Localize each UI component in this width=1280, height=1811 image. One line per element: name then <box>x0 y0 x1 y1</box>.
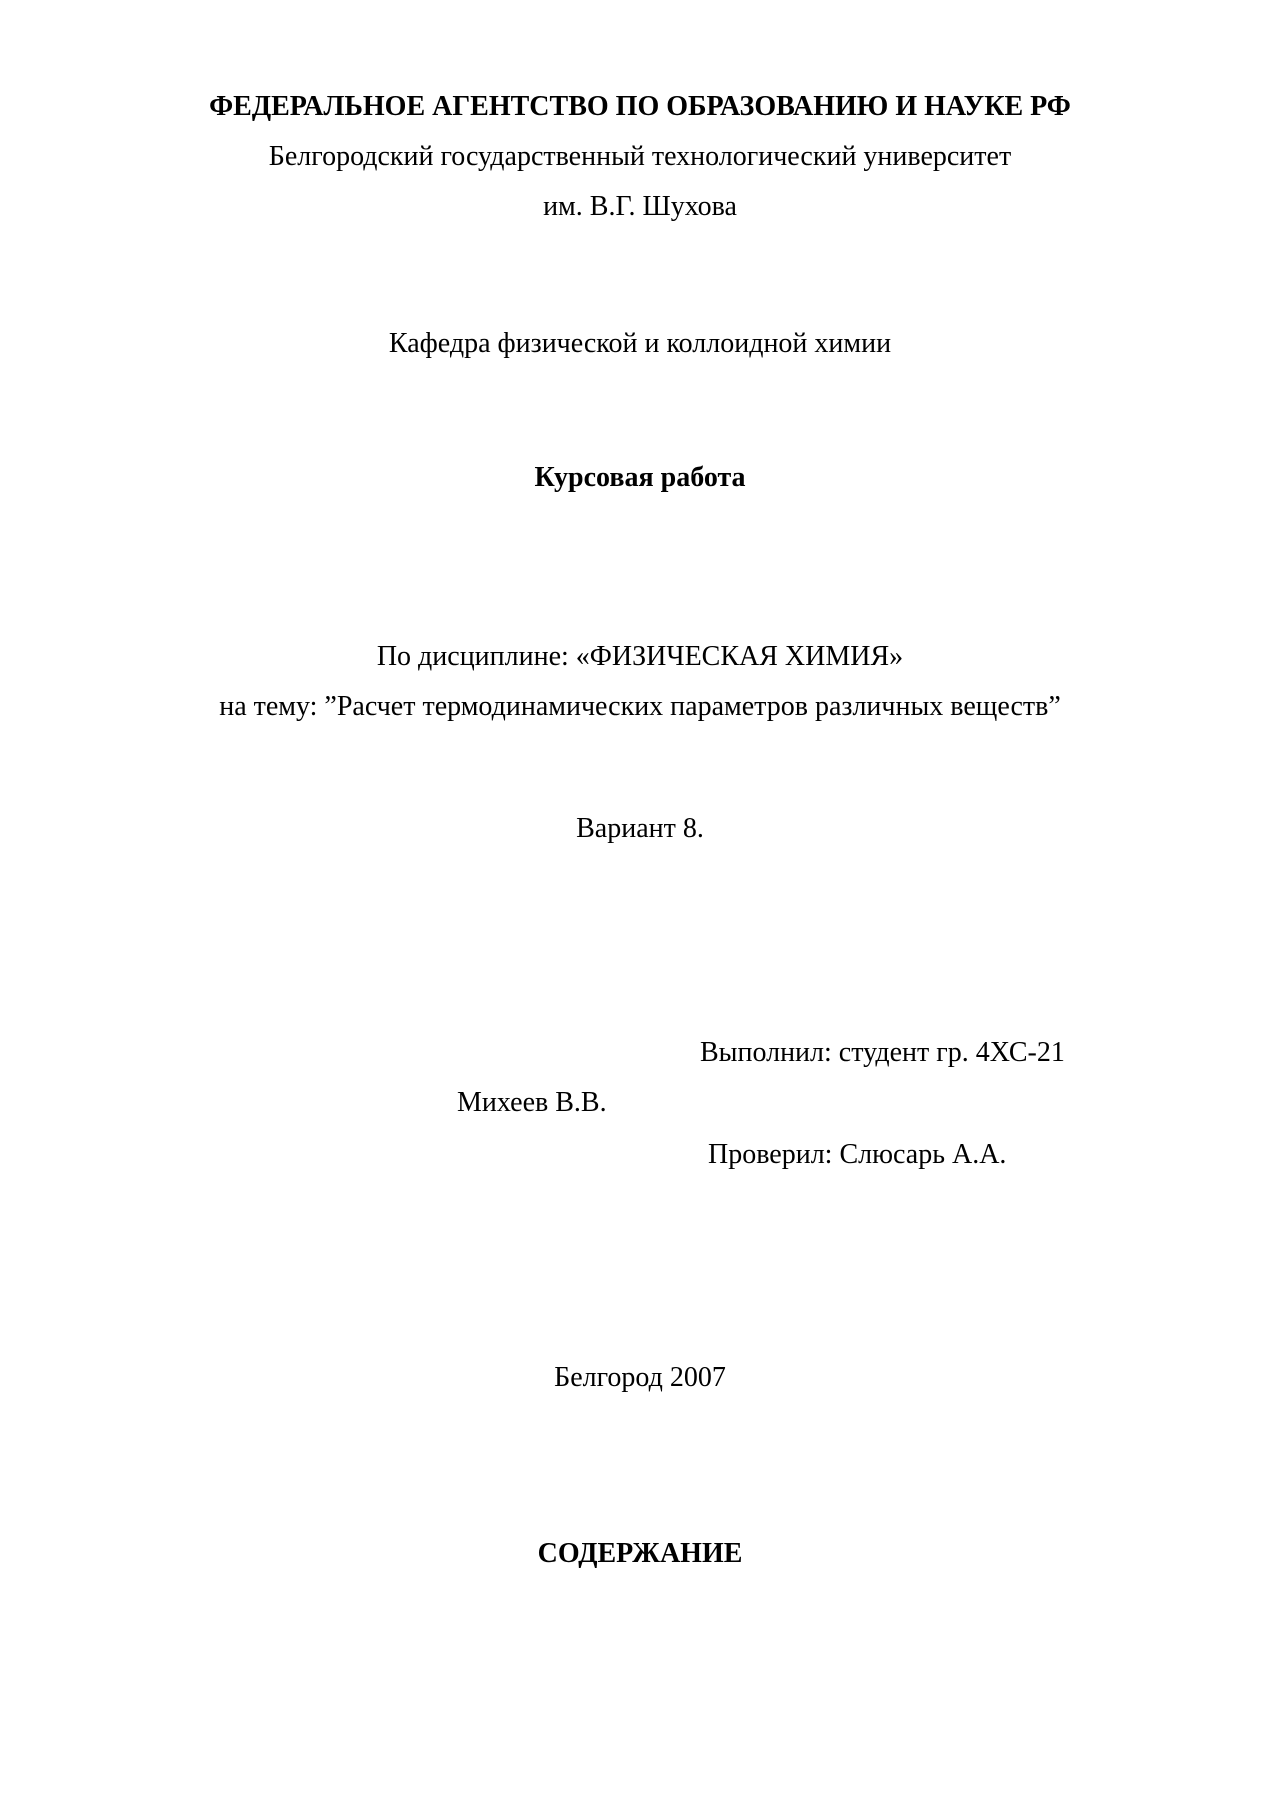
topic-line: на тему: ”Расчет термодинамических параметров различных веществ” <box>219 691 1061 722</box>
variant-line: Вариант 8. <box>576 813 704 844</box>
agency-title: ФЕДЕРАЛЬНОЕ АГЕНТСТВО ПО ОБРАЗОВАНИЮ И НАУКЕ РФ <box>209 91 1071 122</box>
checked-by-line: Проверил: Слюсарь А.А. <box>708 1139 1007 1170</box>
city-year: Белгород 2007 <box>554 1362 726 1393</box>
university-honorific: им. В.Г. Шухова <box>543 191 737 222</box>
student-name: Михеев В.В. <box>457 1087 607 1118</box>
work-type-title: Курсовая работа <box>534 462 746 493</box>
department-name: Кафедра физической и коллоидной химии <box>388 328 892 359</box>
contents-heading: СОДЕРЖАНИЕ <box>537 1538 743 1569</box>
performed-by-line: Выполнил: студент гр. 4ХС-21 <box>700 1037 1065 1068</box>
university-name: Белгородский государственный технологический университет <box>268 141 1012 172</box>
discipline-line: По дисциплине: «ФИЗИЧЕСКАЯ ХИМИЯ» <box>376 641 904 672</box>
